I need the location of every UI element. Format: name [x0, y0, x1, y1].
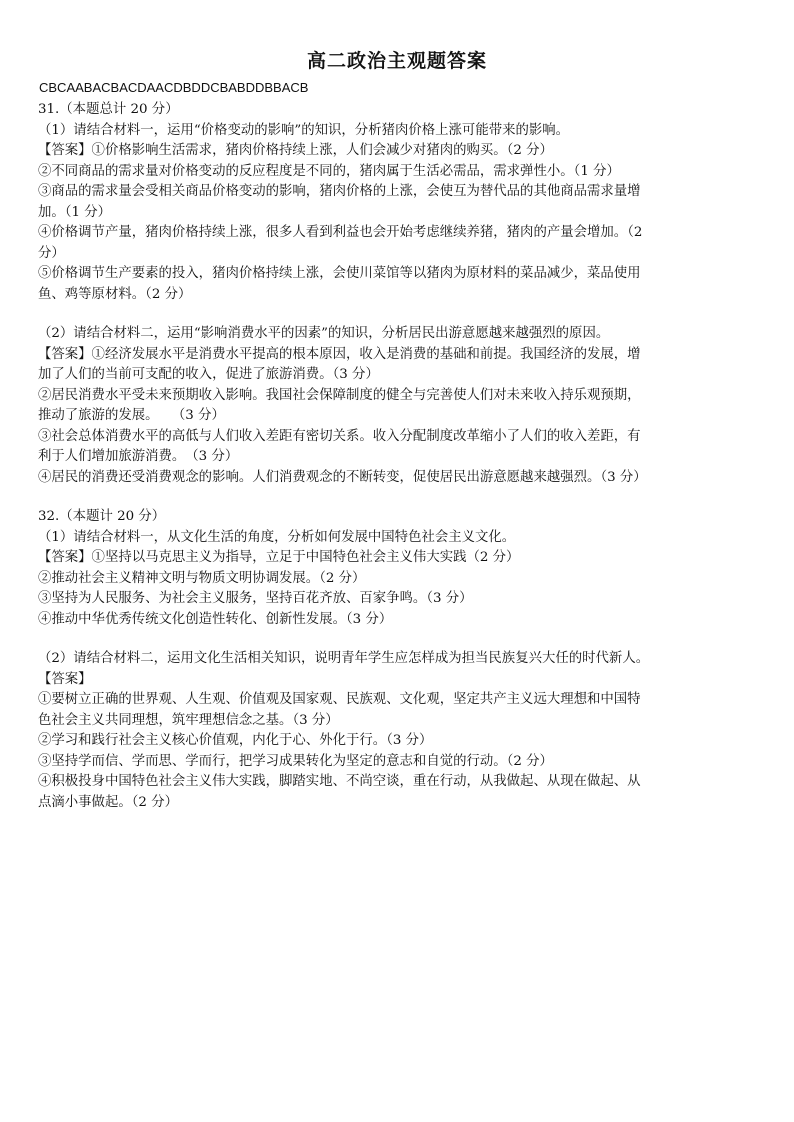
- spacer: [38, 305, 762, 324]
- answer-line: ③商品的需求量会受相关商品价格变动的影响，猪肉价格的上涨，会使互为替代品的其他商品需求量增: [38, 184, 641, 199]
- answer-line: ②推动社会主义精神文明与物质文明协调发展。（2 分）: [38, 570, 366, 586]
- q32-header: 32.（本题计 20 分）: [38, 509, 166, 524]
- multiple-choice-answer-key: CBCAABACBACDAACDBDDCBABDDBBACB: [39, 80, 309, 95]
- answer-line: ④推动中华优秀传统文化创造性转化、创新性发展。（3 分）: [38, 611, 393, 627]
- q31-part1-answer: [38, 141, 762, 305]
- answer-line: 点滴小事做起。（2 分）: [38, 794, 178, 810]
- answer-line: ③坚持为人民服务、为社会主义服务，坚持百花齐放、百家争鸣。（3 分）: [38, 591, 473, 606]
- answer-line: ②学习和践行社会主义核心价值观，内化于心、外化于行。（3 分）: [38, 733, 433, 748]
- q31-header: 31.（本题总计 20 分）: [38, 102, 179, 117]
- q31-part1-question: （1）请结合材料一，运用“价格变动的影响”的知识，分析猪肉价格上涨可能带来的影响。: [38, 122, 570, 138]
- q32-part1-question: （1）请结合材料一，从文化生活的角度，分析如何发展中国特色社会主义文化。: [38, 529, 516, 545]
- answer-line: ①要树立正确的世界观、人生观、价值观及国家观、民族观、文化观，坚定共产主义远大理想和中国特: [38, 692, 641, 707]
- answer-content: [38, 100, 762, 813]
- answer-line: 加了人们的当前可支配的收入，促进了旅游消费。（3 分）: [38, 367, 379, 382]
- answer-line: ⑤价格调节生产要素的投入，猪肉价格持续上涨，会使川菜馆等以猪肉为原材料的菜品减少，菜品使用: [38, 266, 641, 281]
- answer-line: ④积极投身中国特色社会主义伟大实践，脚踏实地、不尚空谈，重在行动，从我做起、从现在做起、从: [38, 774, 641, 789]
- answer-line: ③坚持学而信、学而思、学而行，把学习成果转化为坚定的意志和自觉的行动。（2 分）: [38, 753, 553, 769]
- answer-line: ④价格调节产量，猪肉价格持续上涨，很多人看到利益也会开始考虑继续养猪，猪肉的产量会增加。（2: [38, 225, 643, 240]
- q31-part2-question: （2）请结合材料二，运用“影响消费水平的因素”的知识，分析居民出游意愿越来越强烈的原因。: [38, 326, 610, 341]
- answer-line: 利于人们增加旅游消费。 （3 分）: [38, 449, 239, 464]
- answer-line: ④居民的消费还受消费观念的影响。人们消费观念的不断转变，促使居民出游意愿越来越强烈。（3 分）: [38, 469, 647, 485]
- page-title: 高二政治主观题答案: [306, 50, 487, 72]
- spacer: [38, 488, 762, 507]
- answer-line: ②居民消费水平受未来预期收入影响。我国社会保障制度的健全与完善使人们对未来收入持乐观预期，: [38, 387, 641, 403]
- answer-line: 鱼、鸡等原材料。（2 分）: [38, 286, 192, 302]
- q31-part2-answer: [38, 345, 762, 489]
- q32-part2-question: （2）请结合材料二，运用文化生活相关知识，说明青年学生应怎样成为担当民族复兴大任的时代新人。: [38, 651, 650, 666]
- q32-part1-answer: [38, 548, 762, 630]
- spacer: [38, 630, 762, 649]
- answer-line: 分）: [38, 245, 65, 261]
- answer-line: 【答案】①坚持以马克思主义为指导，立足于中国特色社会主义伟大实践（2 分）: [38, 550, 520, 565]
- answer-line: 色社会主义共同理想，筑牢理想信念之基。（3 分）: [38, 712, 339, 728]
- answer-line: 【答案】①经济发展水平是消费水平提高的根本原因，收入是消费的基础和前提。我国经济的发展，增: [38, 346, 641, 362]
- answer-line: ③社会总体消费水平的高低与人们收入差距有密切关系。收入分配制度改革缩小了人们的收入差距，有: [38, 428, 641, 444]
- answer-line: 【答案】①价格影响生活需求，猪肉价格持续上涨，人们会减少对猪肉的购买。（2 分）: [38, 143, 553, 158]
- answer-line: ②不同商品的需求量对价格变动的反应程度是不同的，猪肉属于生活必需品，需求弹性小。（1 分）: [38, 163, 620, 179]
- q32-part2-answer: [38, 690, 762, 813]
- q32-part2-answer-label: 【答案】: [38, 671, 92, 687]
- answer-line: 推动了旅游的发展。 （3 分）: [38, 408, 225, 423]
- answer-line: 加。（1 分）: [38, 204, 112, 220]
